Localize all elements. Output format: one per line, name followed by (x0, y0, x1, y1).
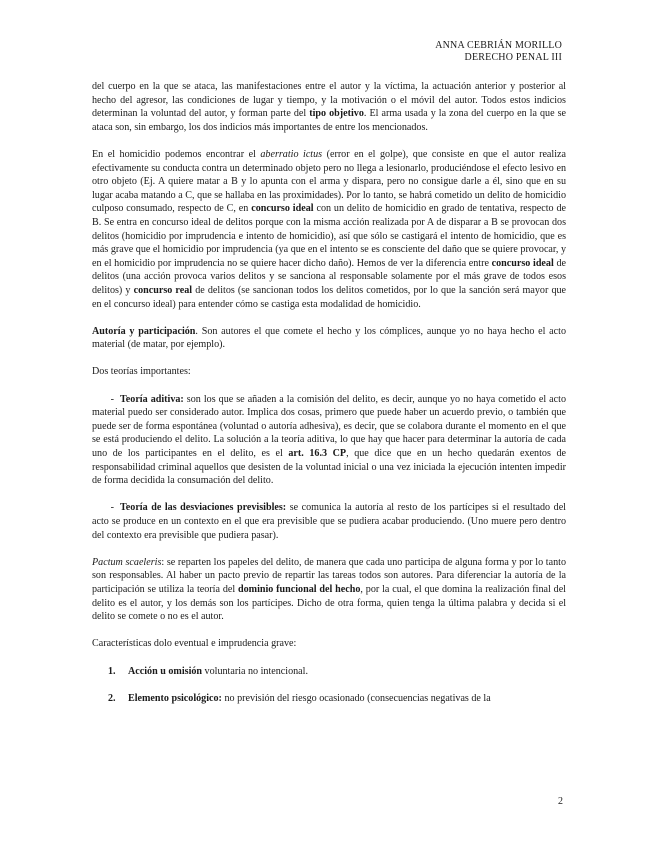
term-aberratio-ictus: aberratio ictus (260, 148, 323, 160)
term-teoria-aditiva: Teoría aditiva: (120, 393, 184, 405)
paragraph-pactum: Pactum scaeleris: se reparten los papeles del delito, de manera que cada uno participa de alguna forma y por lo tanto son responsables. Al haber un pacto previo de repartir las tareas todos son autores. Para diferenciar la autoría de la participación se utiliza la teoría del dominio funcional del hecho, por la cual, el que domina la realización final del delito es el autor, y los demás son los partícipes. Dicho de otra forma, quien tenga la última palabra y decida si el delito se comete o no es el autor. (92, 556, 566, 623)
header-author: ANNA CEBRIÁN MORILLO (435, 40, 562, 51)
page-number: 2 (558, 796, 563, 807)
list-item-desviaciones: - Teoría de las desviaciones previsibles: se comunica la autoría al resto de los partícipes si el resultado del acto se produce en un contexto en el que era previsible que se pudiera acabar produciendo. (Uno muere pero dentro del contexto era previsible que pudiera pasar). (92, 502, 566, 541)
term-accion-omision: Acción u omisión (128, 665, 203, 677)
section-title-autoria: Autoría y participación (92, 325, 196, 337)
page-header (435, 40, 562, 64)
numbered-item-1: 1. Acción u omisión voluntaria no intencional. (92, 665, 566, 679)
paragraph-indicios: del cuerpo en la que se ataca, las manifestaciones entre el autor y la víctima, la actuación anterior y posterior al hecho del agresor, las condiciones de lugar y tiempo, y la motivación o el móvil del autor. Todos estos indicios determinan la voluntad del autor, y forman parte del tipo objetivo. El arma usada y la zona del cuerpo en la que se ataca son, sin embargo, los dos indicios más importantes de entre los mencionados. (92, 81, 567, 133)
term-concurso-ideal: concurso ideal (491, 257, 554, 269)
term-art-16-3: art. 16.3 CP (288, 448, 347, 460)
numbered-item-2: 2. Elemento psicológico: no previsión del riesgo ocasionado (consecuencias negativas de la (92, 692, 566, 706)
term-concurso-real: concurso real (133, 284, 193, 296)
dash-bullet: - (110, 502, 114, 514)
item-number: 1. (108, 665, 116, 677)
term-tipo-objetivo: tipo objetivo (309, 108, 364, 120)
paragraph-caracteristicas: Características dolo eventual e imprudencia grave: (92, 638, 297, 650)
paragraph-aberratio-ictus: En el homicidio podemos encontrar el aberratio ictus (error en el golpe), que consiste en que el autor realiza efectivamente su conducta contra un determinado objeto pero no llega a lesionarlo, produciéndose el efecto lesivo en otro objeto (Ej. A quiere matar a B y lo apunta con el arma y dispara, pero no consigue darle a él, sino que en su lugar acaba matando a C, que se hallaba en las proximidades). Por lo tanto, se habrá cometido un delito de homicidio culposo consumado, respecto de C, en concurso ideal con un delito de homicidio en grado de tentativa, respecto de B. Se entra en concurso ideal de delitos porque con la misma acción realizada por A de disparar a B se provocan dos delitos (homicidio por imprudencia e intento de homicidio), así que sólo se castigará el intento de homicidio, que es más grave que el homicidio por imprudencia (ya que en el intento se es consciente del daño que se quiere provocar, y en el homicidio por imprudencia no se quiere hacer dicho daño). Hemos de ver la diferencia entre concurso ideal de delitos (una acción provoca varios delitos y se sanciona al responsable solamente por el más grave de todos esos delitos) y concurso real de delitos (se sancionan todos los delitos cometidos, por lo que la sanción será mayor que en el concurso ideal) para entender cómo se castiga esta modalidad de homicidio. (92, 148, 567, 310)
list-item-teoria-aditiva: - Teoría aditiva: son los que se añaden a la comisión del delito, es decir, aunque yo no haya cometido el acto material puedo ser considerado autor. Implica dos cosas, primero que puede haber un acuerdo previo, o también que puede ser de forma espontánea (voluntad o autoría adhesiva), es decir, que se colabora durante el momento en el que se está produciendo el delito. La solución a la teoría aditiva, lo que hay que hacer para determinar la autoría de cada uno de los participantes en el delito, es el art. 16.3 CP, que dice que en un hecho quedarán exentos de responsabilidad criminal aquellos que desisten de la voluntad inicial o una vez iniciada la ejecución intenten impedir de forma decidida la consumación del delito. (92, 393, 566, 487)
paragraph-dos-teorias: Dos teorías importantes: (92, 366, 191, 378)
document-body (92, 80, 566, 719)
term-concurso-ideal: concurso ideal (251, 203, 314, 215)
term-pactum-scaeleris: Pactum scaeleris (92, 556, 162, 568)
term-elemento-psicologico: Elemento psicológico: (128, 692, 222, 704)
dash-bullet: - (110, 393, 114, 405)
term-desviaciones: Teoría de las desviaciones previsibles: (120, 502, 287, 514)
term-dominio-funcional: dominio funcional del hecho (238, 583, 361, 595)
paragraph-autoria: Autoría y participación. Son autores el que comete el hecho y los cómplices, aunque yo no haya hecho el acto material (de matar, por ejemplo). (92, 325, 566, 351)
header-course: DERECHO PENAL III (464, 52, 562, 63)
item-number: 2. (108, 692, 116, 704)
